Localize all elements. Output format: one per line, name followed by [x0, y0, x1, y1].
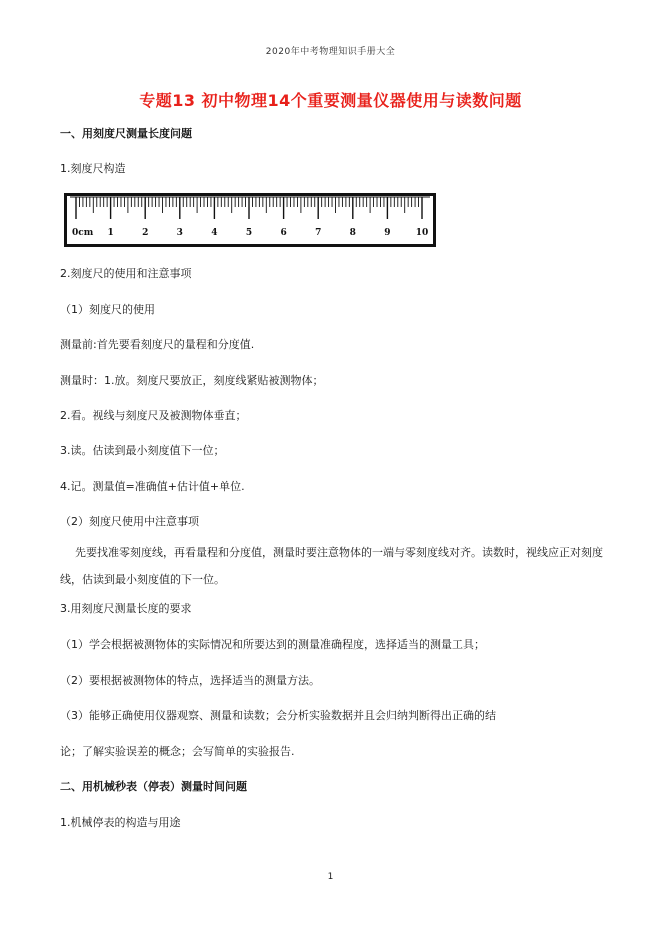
text-requirement-1: （1）学会根据被测物体的实际情况和所要达到的测量准确程度，选择适当的测量工具；: [60, 638, 485, 651]
page-title: 专题13 初中物理14个重要测量仪器使用与读数问题: [139, 91, 522, 110]
section-heading-length: 一、用刻度尺测量长度问题: [60, 127, 192, 140]
subheading-usage-notes: 2.刻度尺的使用和注意事项: [60, 267, 192, 280]
ruler-label: 2: [142, 228, 149, 238]
subheading-stopwatch-structure: 1.机械停表的构造与用途: [60, 816, 181, 829]
ruler-label: 1: [107, 228, 114, 238]
ruler-label: 3: [176, 228, 183, 238]
text-step-look: 2.看。视线与刻度尺及被测物体垂直；: [60, 409, 247, 422]
item-ruler-usage: （1）刻度尺的使用: [60, 303, 155, 316]
page-number: 1: [327, 872, 334, 882]
subheading-requirements: 3.用刻度尺测量长度的要求: [60, 602, 192, 615]
text-before-measure: 测量前:首先要看刻度尺的量程和分度值.: [60, 338, 255, 351]
text-requirement-2: （2）要根据被测物体的特点，选择适当的测量方法。: [60, 674, 320, 687]
paragraph-cautions: 先要找准零刻度线，再看量程和分度值，测量时要注意物体的一端与零刻度线对齐。读数时，视线应正对刻度线，估读到最小刻度值的下一位。: [60, 546, 603, 586]
text-requirement-3-cont: 论；了解实验误差的概念；会写简单的实验报告.: [60, 745, 295, 758]
page-header: 2020年中考物理知识手册大全: [265, 47, 396, 57]
ruler-label: 4: [211, 228, 218, 238]
ruler-label-0cm: 0cm: [72, 228, 94, 238]
text-during-measure: 测量时：1.放。刻度尺要放正，刻度线紧贴被测物体；: [60, 374, 324, 387]
ruler-label: 10: [415, 228, 429, 238]
ruler-label: 6: [280, 228, 287, 238]
text-requirement-3: （3）能够正确使用仪器观察、测量和读数；会分析实验数据并且会归纳判断得出正确的结: [60, 709, 496, 722]
text-step-record: 4.记。测量值=准确值+估计值+单位.: [60, 480, 245, 493]
ruler-figure: [64, 193, 436, 247]
ruler-label: 8: [349, 228, 356, 238]
item-usage-cautions: （2）刻度尺使用中注意事项: [60, 515, 199, 528]
subheading-ruler-structure: 1.刻度尺构造: [60, 162, 126, 175]
ruler-label: 9: [384, 228, 391, 238]
ruler-label: 7: [315, 228, 322, 238]
ruler-label: 5: [245, 228, 253, 238]
text-step-read: 3.读。估读到最小刻度值下一位；: [60, 444, 225, 457]
section-heading-time: 二、用机械秒表（停表）测量时间问题: [60, 780, 247, 793]
